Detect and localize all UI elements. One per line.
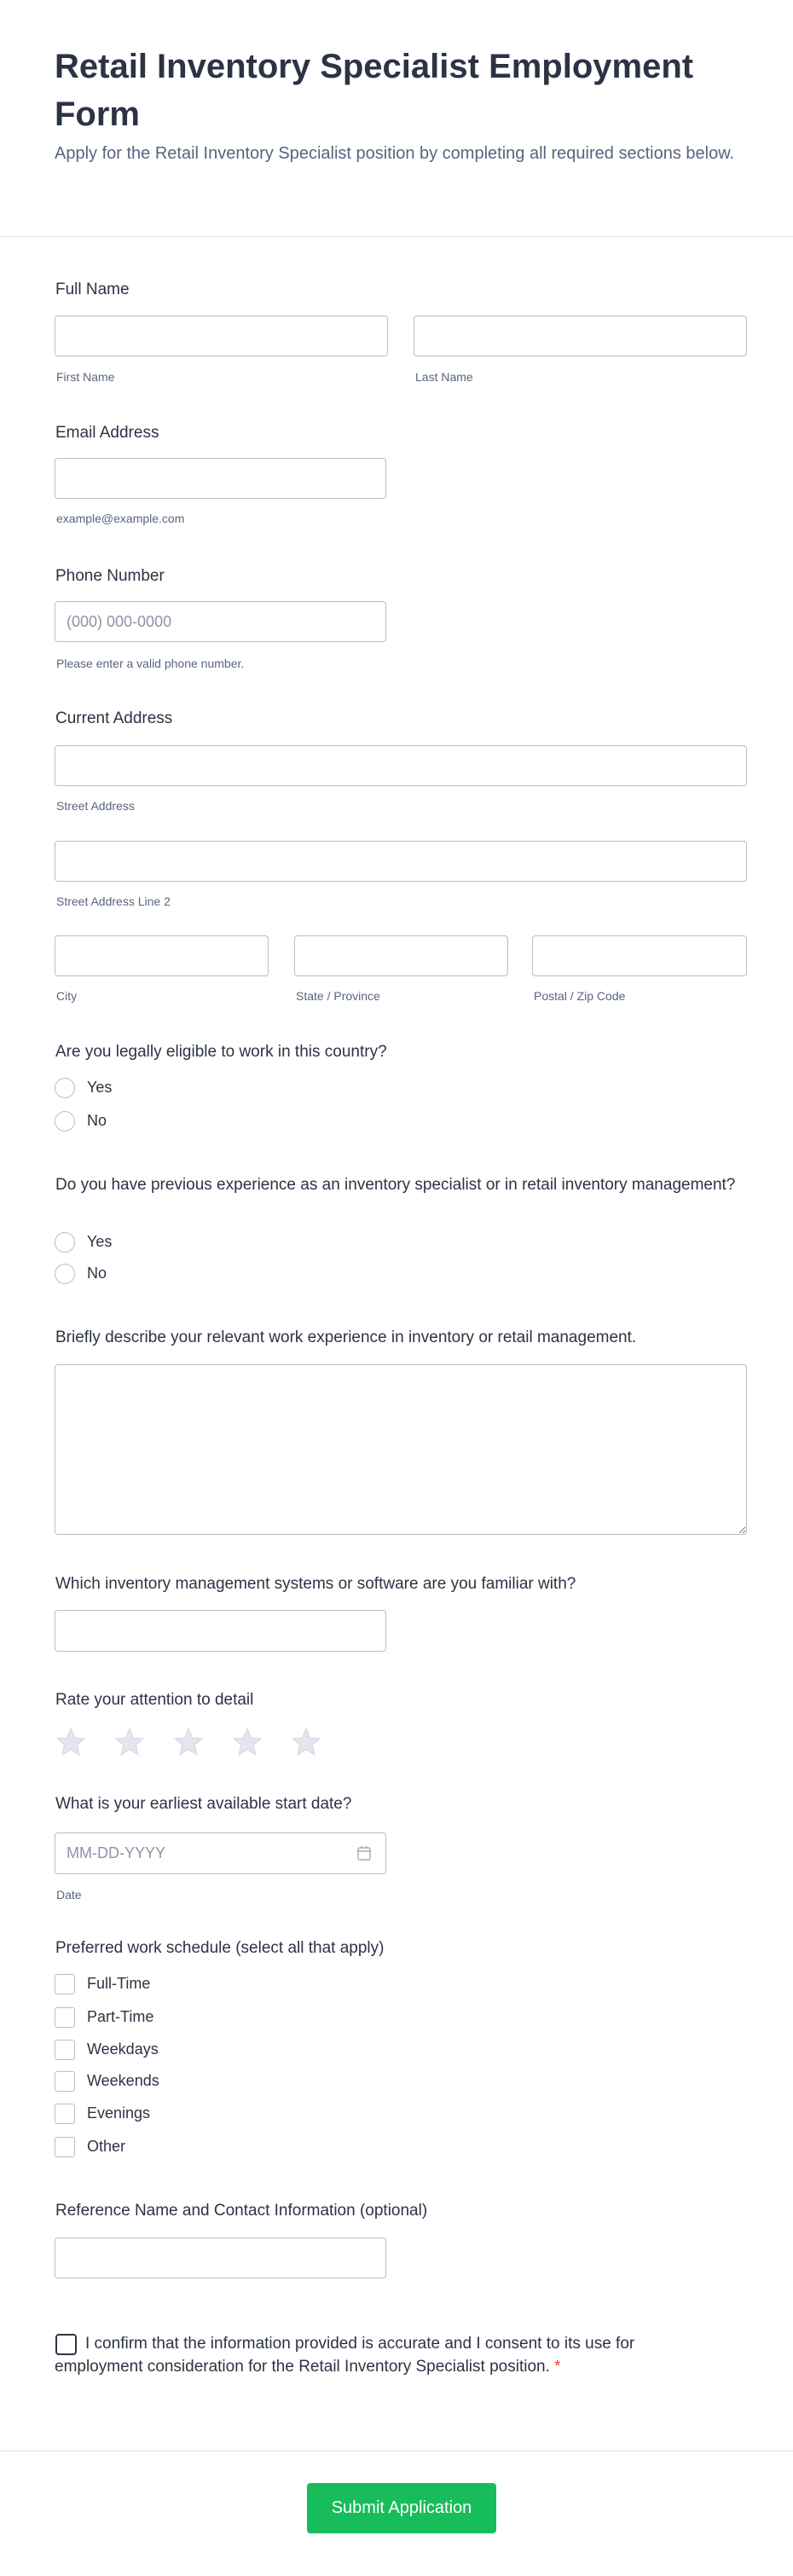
address-label: Current Address xyxy=(55,709,173,727)
consent-field xyxy=(55,2332,651,2378)
date-sublabel: Date xyxy=(56,1888,82,1902)
schedule-checkbox[interactable] xyxy=(55,2071,75,2092)
schedule-checkbox[interactable] xyxy=(55,2137,75,2157)
schedule-option: Weekdays xyxy=(87,2041,159,2058)
calendar-icon[interactable] xyxy=(356,1844,372,1861)
star-rating[interactable] xyxy=(55,1726,322,1758)
experience-yes-label: Yes xyxy=(87,1233,113,1250)
email-sublabel: example@example.com xyxy=(56,512,185,525)
start-date-input[interactable] xyxy=(55,1832,386,1874)
reference-label: Reference Name and Contact Information (optional) xyxy=(55,2202,428,2220)
first-name-input[interactable] xyxy=(55,315,388,356)
state-sublabel: State / Province xyxy=(296,989,380,1003)
consent-checkbox[interactable] xyxy=(55,2334,77,2355)
city-sublabel: City xyxy=(56,989,78,1003)
schedule-label: Preferred work schedule (select all that apply) xyxy=(55,1939,385,1957)
schedule-option: Other xyxy=(87,2138,126,2155)
divider xyxy=(0,236,793,237)
divider xyxy=(0,2451,793,2452)
phone-sublabel: Please enter a valid phone number. xyxy=(56,657,245,670)
star-icon[interactable] xyxy=(172,1726,205,1758)
required-mark: * xyxy=(554,2358,561,2376)
schedule-option: Evenings xyxy=(87,2104,151,2122)
last-name-input[interactable] xyxy=(414,315,747,356)
experience-yes-radio[interactable] xyxy=(55,1232,75,1253)
eligible-label: Are you legally eligible to work in this country? xyxy=(55,1043,387,1061)
schedule-option: Part-Time xyxy=(87,2008,154,2025)
rating-label: Rate your attention to detail xyxy=(55,1691,254,1709)
schedule-option: Full-Time xyxy=(87,1975,151,1992)
star-icon[interactable] xyxy=(113,1726,146,1758)
zip-input[interactable] xyxy=(532,935,747,976)
systems-input[interactable] xyxy=(55,1610,386,1652)
city-input[interactable] xyxy=(55,935,269,976)
state-input[interactable] xyxy=(294,935,508,976)
zip-sublabel: Postal / Zip Code xyxy=(534,989,626,1003)
schedule-checkbox[interactable] xyxy=(55,1974,75,1994)
star-icon[interactable] xyxy=(290,1726,322,1758)
phone-input[interactable] xyxy=(55,601,386,642)
email-label: Email Address xyxy=(55,424,159,442)
star-icon[interactable] xyxy=(231,1726,263,1758)
describe-textarea[interactable] xyxy=(55,1364,747,1535)
street-sublabel: Street Address xyxy=(56,799,135,813)
first-name-sublabel: First Name xyxy=(56,370,115,384)
experience-no-radio[interactable] xyxy=(55,1264,75,1284)
eligible-no-radio[interactable] xyxy=(55,1111,75,1132)
schedule-option: Weekends xyxy=(87,2072,159,2089)
experience-no-label: No xyxy=(87,1265,107,1282)
phone-label: Phone Number xyxy=(55,567,165,585)
eligible-yes-label: Yes xyxy=(87,1079,113,1096)
page-title: Retail Inventory Specialist Employment Form xyxy=(55,48,694,133)
consent-text: I confirm that the information provided is accurate and I consent to its use for employment consideration for the Retail Inventory Specialist position. xyxy=(55,2335,635,2376)
street-input[interactable] xyxy=(55,745,747,786)
start-date-label: What is your earliest available start date? xyxy=(55,1795,352,1813)
eligible-no-label: No xyxy=(87,1112,107,1129)
star-icon[interactable] xyxy=(55,1726,87,1758)
describe-label: Briefly describe your relevant work experience in inventory or retail management. xyxy=(55,1329,637,1346)
email-input[interactable] xyxy=(55,458,386,499)
last-name-sublabel: Last Name xyxy=(415,370,473,384)
submit-button[interactable]: Submit Application xyxy=(307,2483,496,2533)
street2-sublabel: Street Address Line 2 xyxy=(56,894,171,908)
schedule-checkbox[interactable] xyxy=(55,2040,75,2060)
reference-input[interactable] xyxy=(55,2237,386,2278)
systems-label: Which inventory management systems or software are you familiar with? xyxy=(55,1575,576,1593)
experience-label: Do you have previous experience as an inventory specialist or in retail inventory management? xyxy=(55,1176,736,1194)
schedule-checkbox[interactable] xyxy=(55,2104,75,2124)
full-name-label: Full Name xyxy=(55,281,130,298)
eligible-yes-radio[interactable] xyxy=(55,1078,75,1098)
schedule-checkbox[interactable] xyxy=(55,2007,75,2028)
street2-input[interactable] xyxy=(55,841,747,882)
page-subtitle: Apply for the Retail Inventory Specialist position by completing all required sections below. xyxy=(55,144,735,163)
